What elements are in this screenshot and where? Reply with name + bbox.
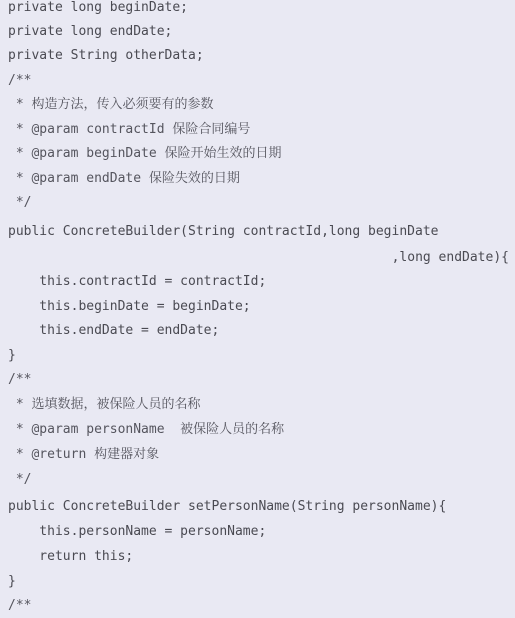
code-line-2: private long endDate;: [8, 24, 173, 39]
code-line-20: */: [8, 472, 32, 487]
code-line-1: private long beginDate;: [8, 0, 189, 15]
code-line-8: * @param endDate 保险失效的日期: [8, 171, 240, 186]
code-line-17: * 选填数据，被保险人员的名称: [8, 397, 201, 412]
code-line-18: * @param personName 被保险人员的名称: [8, 422, 285, 437]
code-line-22: this.personName = personName;: [8, 524, 267, 539]
code-line-4: /**: [8, 73, 32, 88]
code-line-3: private String otherData;: [8, 48, 204, 63]
code-line-15: }: [8, 348, 16, 363]
code-line-25: /**: [8, 598, 32, 613]
code-line-13: this.beginDate = beginDate;: [8, 299, 251, 314]
code-line-6: * @param contractId 保险合同编号: [8, 122, 251, 137]
code-line-10: public ConcreteBuilder(String contractId,long beginDate: [8, 224, 439, 239]
code-line-16: /**: [8, 372, 32, 387]
code-line-23: return this;: [8, 549, 134, 564]
code-line-7: * @param beginDate 保险开始生效的日期: [8, 146, 282, 161]
code-line-12: this.contractId = contractId;: [8, 274, 267, 289]
code-line-24: }: [8, 574, 16, 589]
code-line-19: * @return 构建器对象: [8, 447, 160, 462]
code-line-5: * 构造方法，传入必须要有的参数: [8, 97, 214, 112]
code-line-11: ,long endDate){: [391, 250, 509, 265]
code-line-14: this.endDate = endDate;: [8, 323, 220, 338]
code-line-21: public ConcreteBuilder setPersonName(String personName){: [8, 499, 447, 514]
code-line-9: */: [8, 195, 32, 210]
